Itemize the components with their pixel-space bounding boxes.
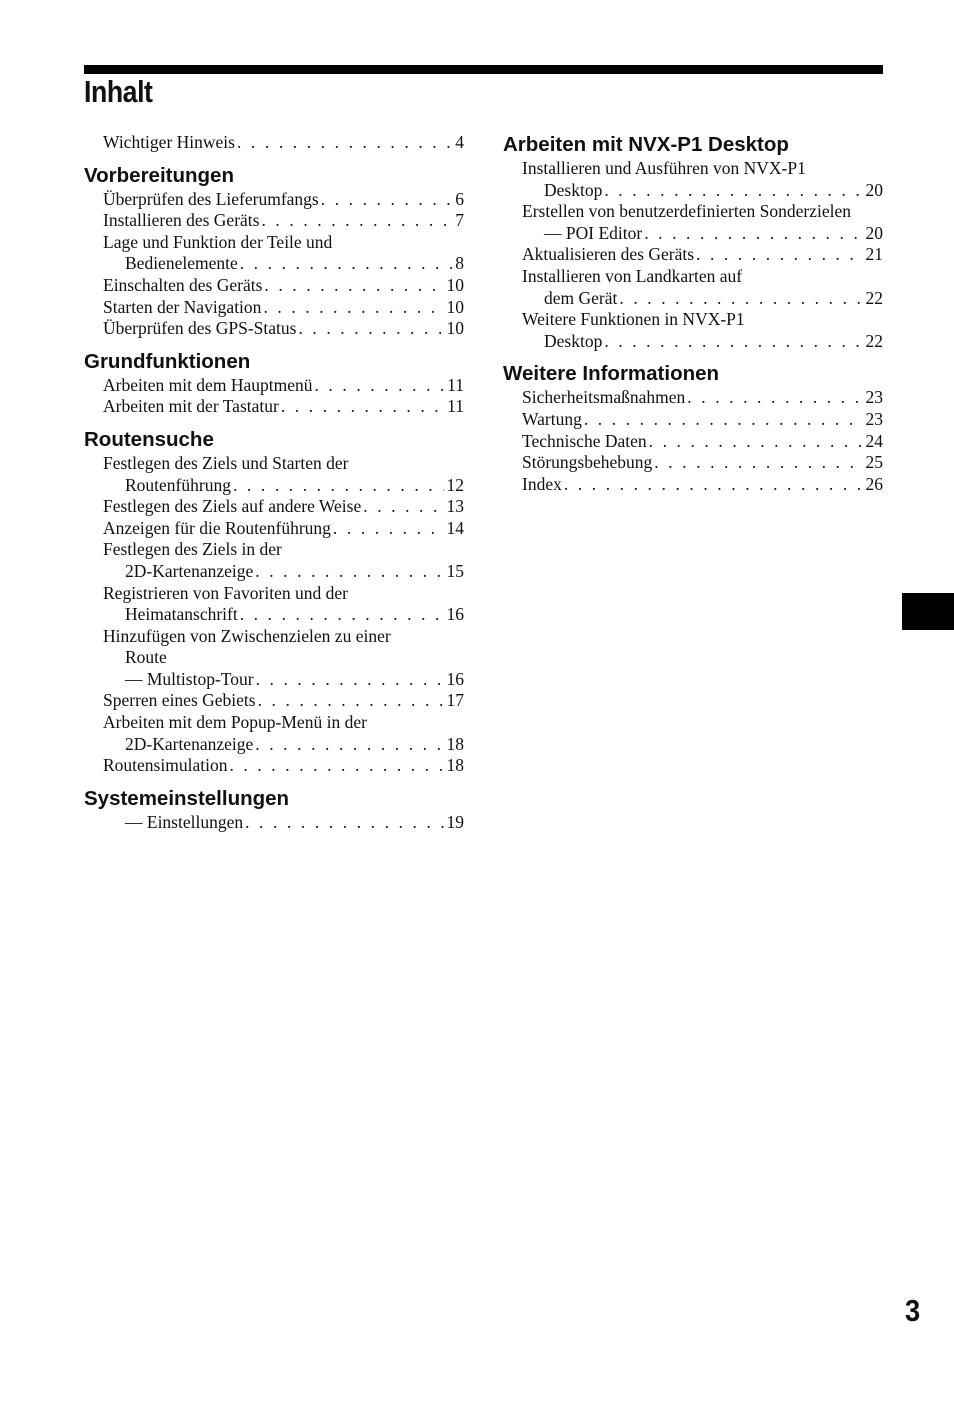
toc-entry[interactable]	[503, 474, 883, 496]
toc-entry[interactable]	[84, 297, 464, 319]
dot-leader	[642, 223, 862, 245]
toc-entry-text: Weitere Funktionen in NVX-P1	[522, 309, 745, 330]
toc-entry[interactable]	[84, 583, 464, 626]
toc-entry-page: 8	[455, 253, 464, 274]
toc-entry-page: 22	[865, 287, 883, 308]
toc-entry-text: Sicherheitsmaßnahmen	[522, 387, 686, 408]
dot-leader	[647, 431, 863, 453]
toc-entry[interactable]	[503, 158, 883, 201]
toc-entry[interactable]	[84, 396, 464, 418]
toc-entry-text: Aktualisieren des Geräts	[522, 244, 695, 265]
toc-entry-page: 11	[447, 374, 464, 395]
dot-leader	[602, 180, 862, 202]
toc-entry[interactable]	[84, 375, 464, 397]
toc-entry[interactable]	[84, 518, 464, 540]
toc-entry-text: Route	[125, 647, 167, 668]
toc-section-weitere-informationen	[503, 361, 883, 495]
toc-entry[interactable]	[84, 755, 464, 777]
toc-entry-text: Hinzufügen von Zwischenzielen zu einer	[103, 625, 391, 646]
toc-entry-page: 14	[446, 517, 464, 538]
toc-entry-text: Installieren und Ausführen von NVX-P1	[522, 158, 806, 178]
toc-entry[interactable]	[84, 539, 464, 582]
toc-entry-page: 21	[865, 244, 883, 265]
toc-entry-page: 18	[446, 755, 464, 776]
toc-entry[interactable]	[84, 189, 464, 211]
toc-entry-text: Desktop	[544, 179, 603, 200]
toc-entry-page: 25	[865, 452, 883, 473]
toc-entry-text: Festlegen des Ziels in der	[103, 539, 282, 560]
toc-left-column	[84, 132, 464, 833]
toc-section-vorbereitungen	[84, 163, 464, 340]
toc-entry-page: 19	[446, 811, 464, 832]
dot-leader	[262, 275, 443, 297]
dot-leader	[243, 812, 443, 834]
toc-entry-text: Anzeigen für die Routenführung	[103, 517, 331, 538]
dot-leader	[694, 244, 862, 266]
dot-leader	[238, 604, 444, 626]
toc-entry-text: Index	[522, 473, 562, 494]
dot-leader	[254, 669, 444, 691]
dot-leader	[253, 561, 443, 583]
section-heading: Arbeiten mit NVX-P1 Desktop	[503, 133, 789, 156]
toc-entry-page: 23	[865, 408, 883, 429]
toc-entry-text: Installieren des Geräts	[103, 210, 260, 231]
toc-entry-text: Sperren eines Gebiets	[103, 690, 256, 711]
toc-entry-text: Heimatanschrift	[125, 604, 238, 625]
dot-leader	[582, 409, 863, 431]
toc-entry-text: dem Gerät	[544, 287, 618, 308]
toc-entry-text: Routenführung	[125, 474, 231, 495]
toc-entry-page: 13	[446, 496, 464, 517]
section-heading: Weitere Informationen	[503, 362, 720, 386]
toc-entry[interactable]	[84, 275, 464, 297]
dot-leader	[685, 387, 862, 409]
toc-entry[interactable]	[84, 132, 464, 154]
dot-leader	[256, 690, 444, 712]
toc-entry-page: 7	[455, 210, 464, 231]
toc-section-grundfunktionen	[84, 349, 464, 418]
toc-entry-text: Überprüfen des GPS-Status	[103, 318, 297, 339]
toc-entry-text: Arbeiten mit dem Popup-Menü in der	[103, 712, 367, 733]
toc-entry-text: — Multistop-Tour	[125, 668, 254, 689]
toc-entry-text: Störungsbehebung	[522, 452, 653, 473]
toc-entry-text: Desktop	[544, 330, 603, 351]
dot-leader	[361, 496, 443, 518]
toc-entry[interactable]	[84, 812, 464, 834]
dot-leader	[296, 318, 443, 340]
toc-entry-text: Einschalten des Geräts	[103, 274, 263, 295]
toc-entry-page: 20	[865, 179, 883, 200]
toc-entry-text: Routensimulation	[103, 755, 228, 776]
dot-leader	[617, 288, 862, 310]
toc-entry-page: 4	[455, 132, 464, 152]
toc-section-routensuche	[84, 427, 464, 777]
section-heading: Vorbereitungen	[84, 163, 234, 187]
dot-leader	[279, 396, 444, 418]
toc-entry-text: Lage und Funktion der Teile und	[103, 231, 333, 252]
toc-entry-text: Technische Daten	[522, 430, 647, 451]
title-rule	[84, 65, 883, 74]
toc-section-systemeinstellungen	[84, 786, 464, 834]
toc-entry-page: 22	[865, 330, 883, 351]
toc-entry[interactable]	[503, 266, 883, 309]
toc-entry[interactable]	[84, 318, 464, 340]
toc-entry[interactable]	[503, 309, 883, 352]
toc-entry[interactable]	[503, 387, 883, 409]
page-title: Inhalt	[84, 74, 153, 109]
section-heading: Routensuche	[84, 427, 214, 451]
dot-leader	[235, 132, 452, 154]
toc-entry-text: Festlegen des Ziels und Starten der	[103, 452, 349, 473]
dot-leader	[259, 210, 452, 232]
dot-leader	[238, 253, 453, 275]
toc-entry[interactable]	[84, 626, 464, 691]
dot-leader	[231, 475, 444, 497]
toc-entry-page: 16	[446, 604, 464, 625]
toc-entry[interactable]	[84, 453, 464, 496]
toc-entry-page: 20	[865, 222, 883, 243]
toc-entry-page: 11	[447, 396, 464, 417]
toc-entry[interactable]	[84, 232, 464, 275]
section-heading: Grundfunktionen	[84, 349, 251, 373]
dot-leader	[319, 189, 453, 211]
toc-entry[interactable]	[503, 431, 883, 453]
dot-leader	[253, 734, 443, 756]
toc-entry-text: Festlegen des Ziels auf andere Weise	[103, 496, 362, 517]
toc-entry-text: — Einstellungen	[125, 811, 244, 832]
toc-entry-text: Arbeiten mit der Tastatur	[103, 396, 279, 417]
dot-leader	[602, 331, 862, 353]
toc-entry-text: Wichtiger Hinweis	[103, 132, 235, 152]
toc-entry[interactable]	[84, 690, 464, 712]
toc-entry[interactable]	[503, 452, 883, 474]
toc-entry-page: 23	[865, 387, 883, 408]
toc-entry[interactable]	[84, 496, 464, 518]
toc-entry-page: 6	[455, 188, 464, 209]
dot-leader	[331, 518, 444, 540]
toc-entry-page: 10	[446, 274, 464, 295]
dot-leader	[312, 375, 444, 397]
toc-entry-page: 12	[446, 474, 464, 495]
toc-entry-text: Registrieren von Favoriten und der	[103, 582, 348, 603]
toc-entry-page: 24	[865, 430, 883, 451]
toc-entry-page: 17	[446, 690, 464, 711]
toc-entry[interactable]	[84, 210, 464, 232]
section-heading: Systemeinstellungen	[84, 786, 290, 810]
toc-entry[interactable]	[503, 244, 883, 266]
chapter-tab-marker	[902, 593, 954, 630]
toc-entry-page: 26	[865, 473, 883, 494]
dot-leader	[652, 452, 862, 474]
dot-leader	[261, 297, 443, 319]
toc-entry-text: Installieren von Landkarten auf	[522, 265, 743, 286]
toc-entry-text: Starten der Navigation	[103, 296, 262, 317]
toc-entry-text: 2D-Kartenanzeige	[125, 733, 254, 754]
toc-entry-page: 15	[446, 560, 464, 581]
toc-section-nvx-desktop	[503, 132, 883, 352]
toc-entry[interactable]	[84, 712, 464, 755]
toc-entry-text: — POI Editor	[544, 222, 643, 243]
page-number: 3	[905, 1293, 921, 1328]
toc-entry-text: Bedienelemente	[125, 253, 238, 274]
toc-entry-text: Arbeiten mit dem Hauptmenü	[103, 374, 313, 395]
toc-entry-text: Überprüfen des Lieferumfangs	[103, 188, 319, 209]
dot-leader	[227, 755, 443, 777]
toc-entry-page: 18	[446, 733, 464, 754]
toc-entry-text: Erstellen von benutzerdefinierten Sonderzielen	[522, 201, 851, 222]
toc-entry-page: 10	[446, 318, 464, 339]
toc-entry[interactable]	[503, 201, 883, 244]
toc-entry[interactable]	[503, 409, 883, 431]
toc-entry-text: 2D-Kartenanzeige	[125, 560, 254, 581]
toc-entry-page: 16	[446, 668, 464, 689]
dot-leader	[562, 474, 863, 496]
toc-right-column	[503, 132, 883, 495]
toc-entry-text: Wartung	[522, 408, 582, 429]
toc-entry-page: 10	[446, 296, 464, 317]
